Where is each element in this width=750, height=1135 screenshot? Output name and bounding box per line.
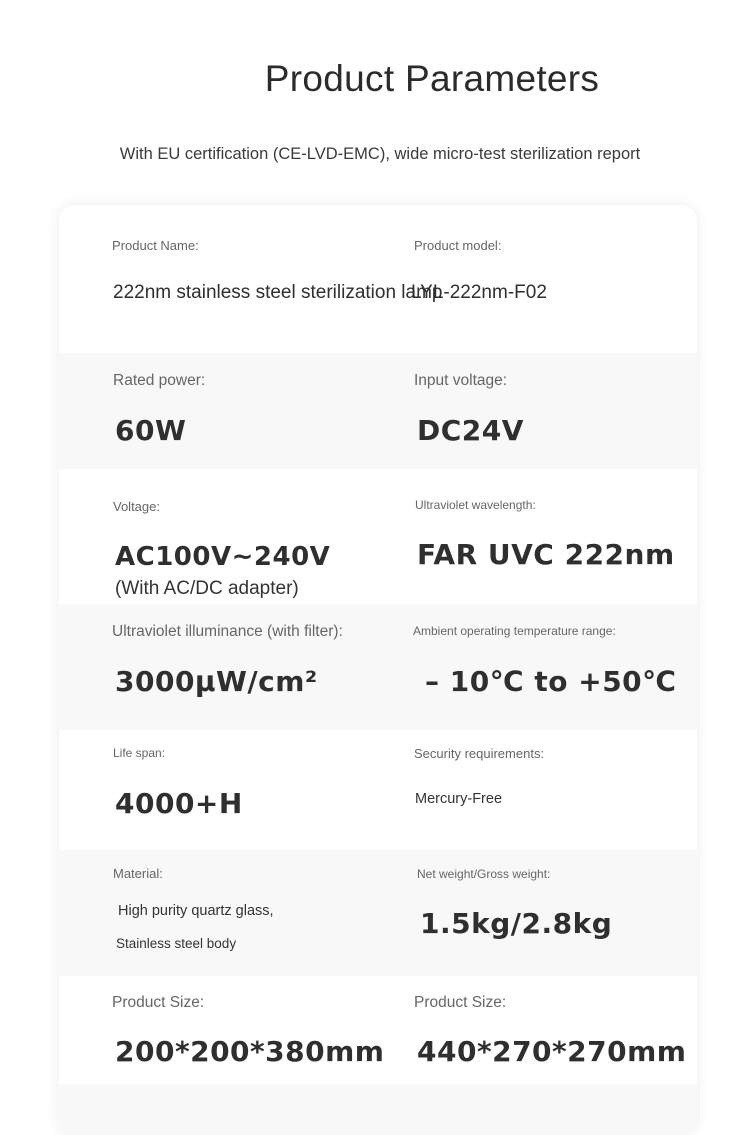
product-name-value: 222nm stainless steel sterilization lamp (113, 282, 443, 303)
life-span-value: 4000+H (115, 787, 243, 820)
package-size-label: Product Size: (414, 994, 507, 1011)
weight-value: 1.5kg/2.8kg (420, 907, 613, 940)
rated-power-label: Rated power: (113, 372, 206, 389)
material-label: Material: (113, 866, 163, 881)
package-size-value: 440*270*270mm (417, 1035, 687, 1068)
param-row-name (59, 205, 697, 353)
param-row-material (59, 850, 697, 976)
card-footer-band (59, 1084, 697, 1135)
weight-label: Net weight/Gross weight: (417, 867, 551, 881)
param-row-illuminance (59, 604, 697, 730)
parameters-card (59, 205, 697, 1135)
uv-illuminance-label: Ultraviolet illuminance (with filter): (112, 623, 343, 640)
uv-wavelength-label: Ultraviolet wavelength: (415, 498, 536, 512)
uv-illuminance-value: 3000μW/cm² (115, 665, 318, 698)
rated-power-value: 60W (115, 414, 187, 447)
life-span-label: Life span: (113, 746, 166, 760)
product-name-label: Product Name: (112, 238, 199, 253)
input-voltage-label: Input voltage: (414, 372, 508, 389)
input-voltage-value: DC24V (417, 414, 524, 447)
voltage-note: (With AC/DC adapter) (115, 578, 299, 599)
product-size-label: Product Size: (112, 994, 205, 1011)
security-label: Security requirements: (414, 746, 545, 761)
uv-wavelength-value: FAR UVC 222nm (417, 538, 675, 571)
param-row-voltage (59, 469, 697, 604)
param-row-lifespan (59, 730, 697, 850)
temperature-range-value: – 10℃ to +50℃ (425, 665, 677, 698)
temperature-range-label: Ambient operating temperature range: (413, 624, 616, 638)
page-title: Product Parameters (264, 58, 600, 99)
voltage-value: AC100V~240V (115, 542, 331, 572)
voltage-label: Voltage: (113, 499, 160, 514)
param-row-size (59, 976, 697, 1084)
material-value-line1: High purity quartz glass, (118, 903, 274, 919)
page-subtitle: With EU certification (CE-LVD-EMC), wide micro-test sterilization report (119, 145, 641, 163)
product-model-label: Product model: (414, 238, 502, 253)
material-value-line2: Stainless steel body (116, 936, 237, 951)
security-value: Mercury-Free (415, 791, 503, 807)
param-row-power (59, 353, 697, 469)
product-size-value: 200*200*380mm (115, 1035, 385, 1068)
product-model-value: LYL-222nm-F02 (411, 282, 547, 303)
